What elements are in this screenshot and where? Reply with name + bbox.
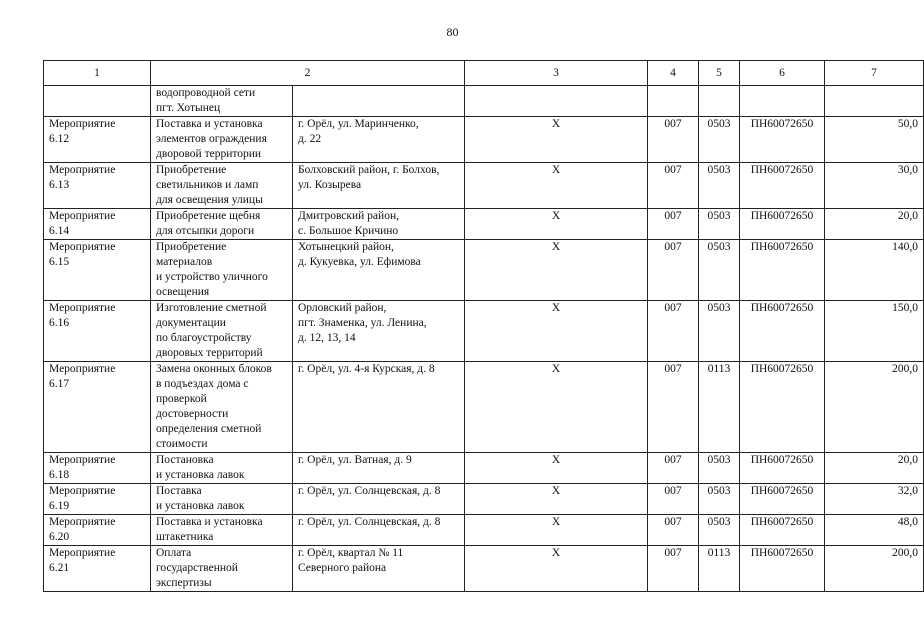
- code-cell: 007: [648, 209, 699, 240]
- event-cell: Мероприятие 6.13: [44, 163, 151, 209]
- name-cell: Приобретение щебня для отсыпки дороги: [151, 209, 293, 240]
- address-cell: Болховский район, г. Болхов, ул. Козырева: [293, 163, 465, 209]
- target-cell: ПН60072650: [740, 301, 825, 362]
- x-cell: Х: [465, 209, 648, 240]
- amount-cell: 200,0: [825, 546, 924, 592]
- x-cell: Х: [465, 117, 648, 163]
- continuation-x-cell: [465, 86, 648, 117]
- section-cell: 0503: [699, 301, 740, 362]
- address-cell: г. Орёл, ул. Солнцевская, д. 8: [293, 484, 465, 515]
- section-cell: 0503: [699, 515, 740, 546]
- name-cell: Замена оконных блоков в подъездах дома с проверкой достоверности определения сметной стоимости: [151, 362, 293, 453]
- page-number: 80: [446, 25, 459, 39]
- amount-cell: 32,0: [825, 484, 924, 515]
- x-cell: Х: [465, 301, 648, 362]
- address-cell: г. Орёл, ул. 4-я Курская, д. 8: [293, 362, 465, 453]
- code-cell: 007: [648, 301, 699, 362]
- budget-table: [43, 60, 924, 592]
- continuation-name-cell: водопроводной сети пгт. Хотынец: [151, 86, 293, 117]
- header-col-5: 5: [699, 61, 740, 86]
- event-cell: Мероприятие 6.14: [44, 209, 151, 240]
- target-cell: ПН60072650: [740, 117, 825, 163]
- target-cell: ПН60072650: [740, 546, 825, 592]
- event-cell: Мероприятие 6.12: [44, 117, 151, 163]
- address-cell: г. Орёл, ул. Ватная, д. 9: [293, 453, 465, 484]
- target-cell: ПН60072650: [740, 240, 825, 301]
- code-cell: 007: [648, 546, 699, 592]
- continuation-row: [44, 86, 924, 117]
- section-cell: 0503: [699, 117, 740, 163]
- event-cell: Мероприятие 6.18: [44, 453, 151, 484]
- section-cell: 0503: [699, 163, 740, 209]
- name-cell: Постановка и установка лавок: [151, 453, 293, 484]
- table-row: [44, 484, 924, 515]
- x-cell: Х: [465, 546, 648, 592]
- code-cell: 007: [648, 453, 699, 484]
- target-cell: ПН60072650: [740, 453, 825, 484]
- header-col-7: 7: [825, 61, 924, 86]
- code-cell: 007: [648, 163, 699, 209]
- continuation-amount-cell: [825, 86, 924, 117]
- code-cell: 007: [648, 362, 699, 453]
- address-cell: г. Орёл, квартал № 11 Северного района: [293, 546, 465, 592]
- name-cell: Приобретение материалов и устройство уличного освещения: [151, 240, 293, 301]
- event-cell: Мероприятие 6.19: [44, 484, 151, 515]
- continuation-section-cell: [699, 86, 740, 117]
- section-cell: 0503: [699, 240, 740, 301]
- amount-cell: 20,0: [825, 453, 924, 484]
- header-col-4: 4: [648, 61, 699, 86]
- target-cell: ПН60072650: [740, 362, 825, 453]
- amount-cell: 140,0: [825, 240, 924, 301]
- target-cell: ПН60072650: [740, 515, 825, 546]
- amount-cell: 20,0: [825, 209, 924, 240]
- x-cell: Х: [465, 163, 648, 209]
- x-cell: Х: [465, 484, 648, 515]
- header-col-6: 6: [740, 61, 825, 86]
- amount-cell: 50,0: [825, 117, 924, 163]
- section-cell: 0503: [699, 209, 740, 240]
- target-cell: ПН60072650: [740, 484, 825, 515]
- name-cell: Изготовление сметной документации по благоустройству дворовых территорий: [151, 301, 293, 362]
- header-col-1: 1: [44, 61, 151, 86]
- table-row: [44, 301, 924, 362]
- code-cell: 007: [648, 240, 699, 301]
- amount-cell: 48,0: [825, 515, 924, 546]
- continuation-address-cell: [293, 86, 465, 117]
- amount-cell: 150,0: [825, 301, 924, 362]
- section-cell: 0113: [699, 546, 740, 592]
- x-cell: Х: [465, 515, 648, 546]
- name-cell: Приобретение светильников и ламп для освещения улицы: [151, 163, 293, 209]
- address-cell: Хотынецкий район, д. Кукуевка, ул. Ефимова: [293, 240, 465, 301]
- section-cell: 0113: [699, 362, 740, 453]
- continuation-target-cell: [740, 86, 825, 117]
- code-cell: 007: [648, 515, 699, 546]
- x-cell: Х: [465, 240, 648, 301]
- event-cell: Мероприятие 6.16: [44, 301, 151, 362]
- section-cell: 0503: [699, 484, 740, 515]
- address-cell: г. Орёл, ул. Солнцевская, д. 8: [293, 515, 465, 546]
- code-cell: 007: [648, 484, 699, 515]
- table-row: [44, 117, 924, 163]
- name-cell: Поставка и установка лавок: [151, 484, 293, 515]
- name-cell: Поставка и установка элементов ограждения дворовой территории: [151, 117, 293, 163]
- table-row: [44, 546, 924, 592]
- amount-cell: 200,0: [825, 362, 924, 453]
- event-cell: Мероприятие 6.20: [44, 515, 151, 546]
- name-cell: Оплата государственной экспертизы: [151, 546, 293, 592]
- address-cell: Орловский район, пгт. Знаменка, ул. Ленина, д. 12, 13, 14: [293, 301, 465, 362]
- table-row: [44, 453, 924, 484]
- event-cell: Мероприятие 6.17: [44, 362, 151, 453]
- target-cell: ПН60072650: [740, 209, 825, 240]
- code-cell: 007: [648, 117, 699, 163]
- table-row: [44, 163, 924, 209]
- x-cell: Х: [465, 362, 648, 453]
- section-cell: 0503: [699, 453, 740, 484]
- address-cell: Дмитровский район, с. Большое Кричино: [293, 209, 465, 240]
- x-cell: Х: [465, 453, 648, 484]
- event-cell: Мероприятие 6.21: [44, 546, 151, 592]
- amount-cell: 30,0: [825, 163, 924, 209]
- table-row: [44, 362, 924, 453]
- continuation-code-cell: [648, 86, 699, 117]
- table-row: [44, 209, 924, 240]
- header-col-2: 2: [151, 61, 465, 86]
- table-row: [44, 515, 924, 546]
- continuation-event-cell: [44, 86, 151, 117]
- header-col-3: 3: [465, 61, 648, 86]
- header-row: [44, 61, 924, 86]
- name-cell: Поставка и установка штакетника: [151, 515, 293, 546]
- table-row: [44, 240, 924, 301]
- event-cell: Мероприятие 6.15: [44, 240, 151, 301]
- target-cell: ПН60072650: [740, 163, 825, 209]
- address-cell: г. Орёл, ул. Маринченко, д. 22: [293, 117, 465, 163]
